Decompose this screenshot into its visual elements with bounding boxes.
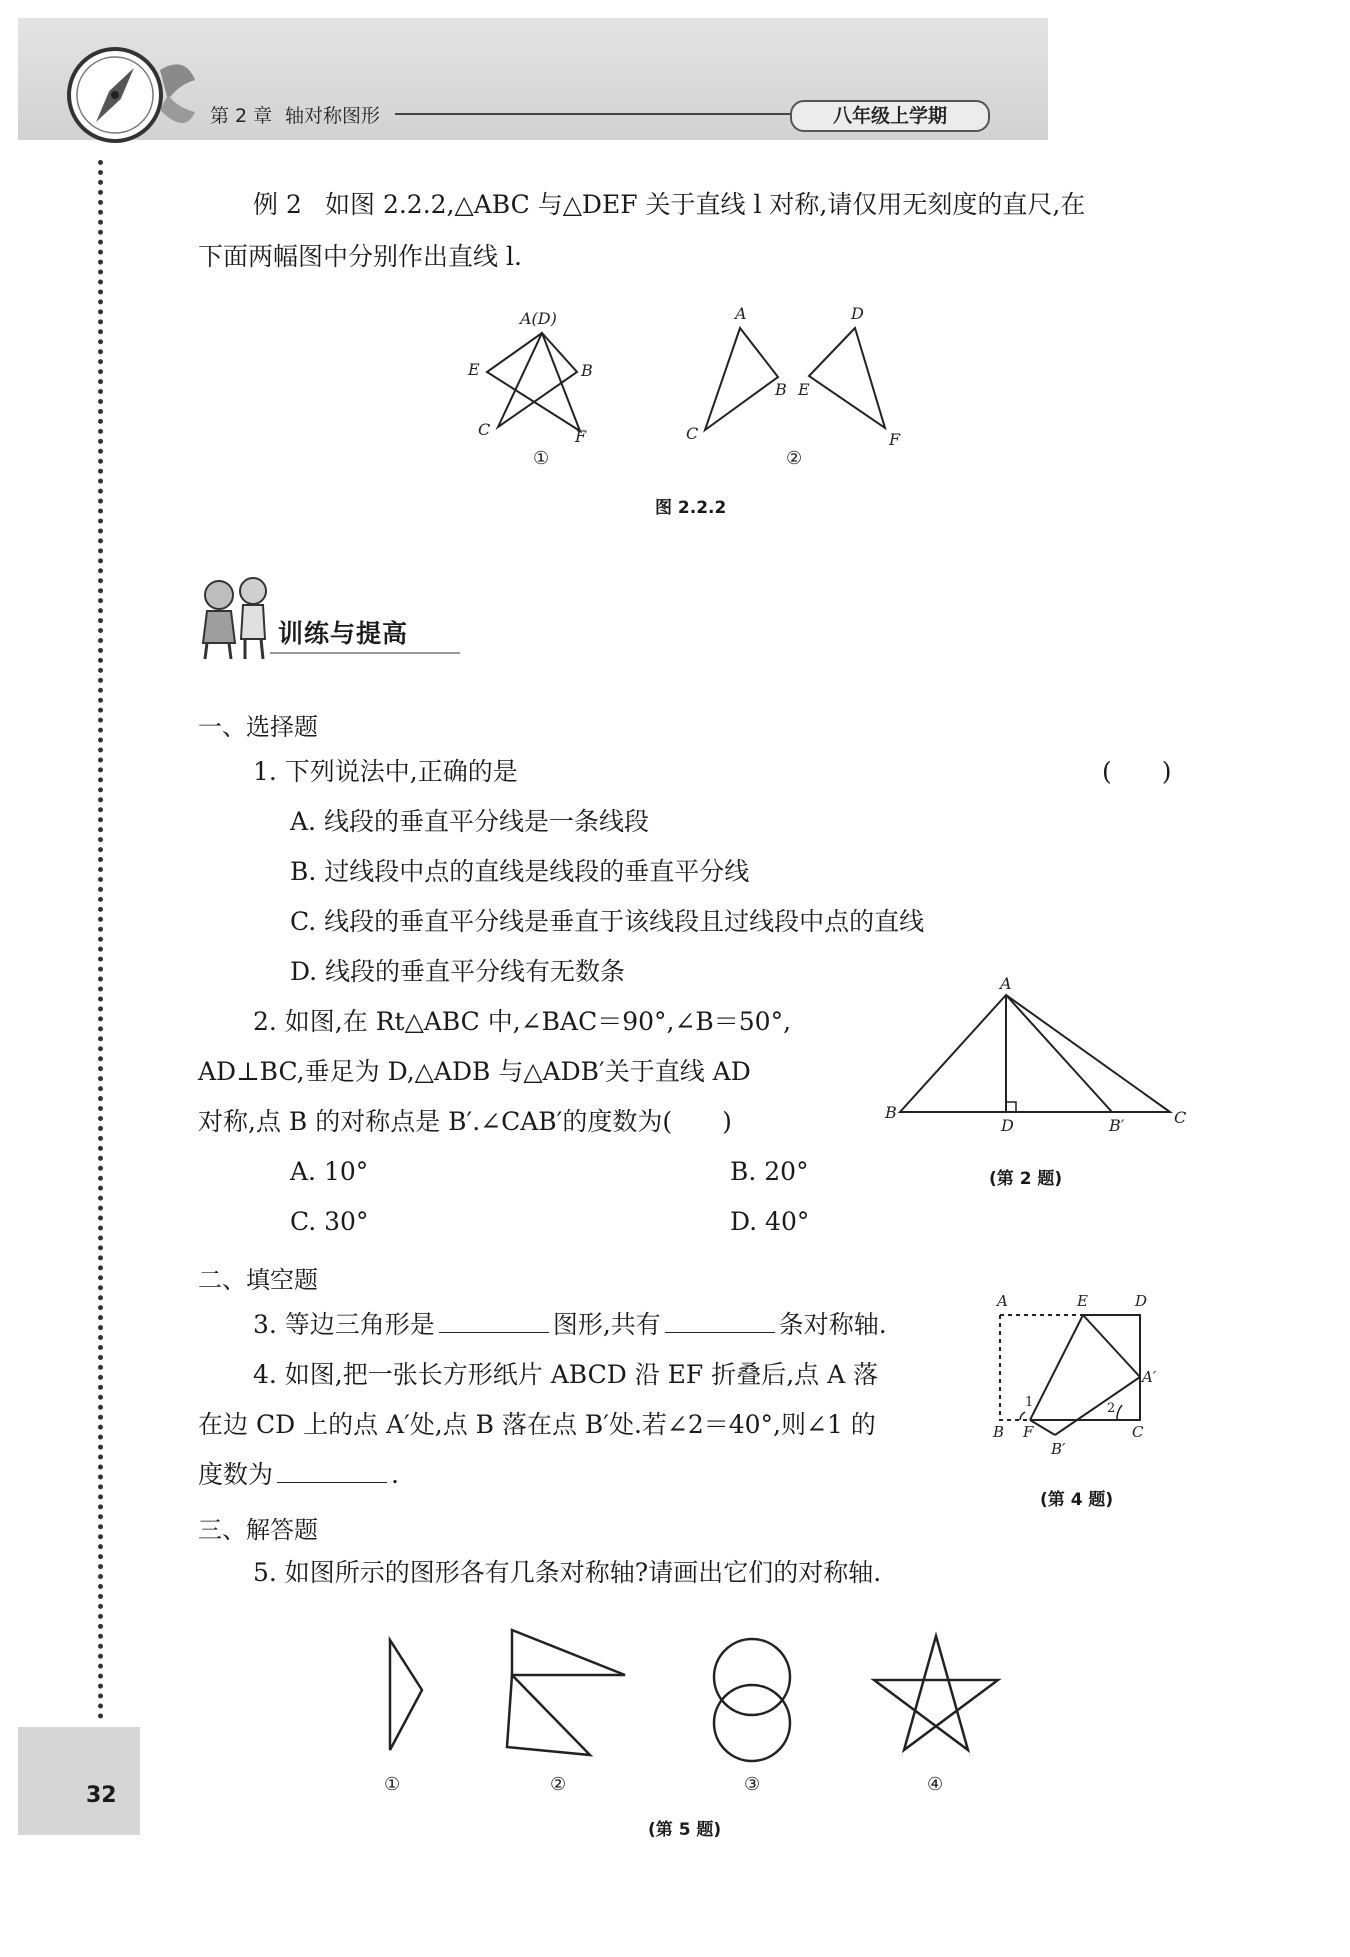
example-text-line1: 如图 2.2.2,△ABC 与△DEF 关于直线 l 对称,请仅用无刻度的直尺,在 bbox=[325, 190, 1086, 219]
section2-title: 二、填空题 bbox=[198, 1266, 318, 1294]
fig2-number: ② bbox=[786, 448, 803, 469]
q5-number-2: ② bbox=[550, 1774, 567, 1795]
fig2-label-a: A bbox=[735, 304, 747, 323]
grade-badge: 八年级上学期 bbox=[790, 100, 990, 132]
banner-title: 训练与提高 bbox=[278, 619, 409, 648]
figure-caption: 图 2.2.2 bbox=[655, 498, 727, 518]
example-label: 例 2 bbox=[253, 190, 302, 219]
q4-blank[interactable] bbox=[277, 1481, 387, 1483]
chapter-number: 第 2 章 bbox=[210, 105, 273, 127]
fig2-label-e: E bbox=[798, 380, 810, 399]
q4-line3-period: . bbox=[391, 1460, 399, 1489]
figure-2-2-2 bbox=[465, 300, 915, 475]
fig1-label-e: E bbox=[468, 360, 480, 379]
fig2-triangle-abc bbox=[705, 328, 778, 430]
q4-line3 bbox=[198, 1460, 399, 1490]
fig2-label-d: D bbox=[851, 304, 864, 323]
q2-right-angle-mark bbox=[1006, 1102, 1016, 1112]
q1-stem: 1. 下列说法中,正确的是 bbox=[253, 757, 518, 786]
q2-caption: (第 2 题) bbox=[989, 1169, 1063, 1189]
q1-option-a: A. 线段的垂直平分线是一条线段 bbox=[290, 807, 649, 836]
q2-line1: 2. 如图,在 Rt△ABC 中,∠BAC＝90°,∠B＝50°, bbox=[253, 1007, 792, 1036]
chapter-title: 轴对称图形 bbox=[285, 105, 381, 127]
q5-number-1: ① bbox=[384, 1774, 401, 1795]
q5-shape2-upper bbox=[512, 1630, 625, 1675]
fig1-label-b: B bbox=[581, 361, 593, 380]
q2-option-b: B. 20° bbox=[730, 1157, 809, 1186]
q4-angle1-label: 1 bbox=[1025, 1395, 1034, 1410]
q4-segment-b-prime-f bbox=[1030, 1420, 1055, 1435]
q1-option-c: C. 线段的垂直平分线是垂直于该线段且过线段中点的直线 bbox=[290, 907, 925, 936]
q4-label-d: D bbox=[1135, 1292, 1148, 1310]
q2-option-a: A. 10° bbox=[290, 1157, 369, 1186]
section3-title: 三、解答题 bbox=[198, 1516, 318, 1544]
page-number: 32 bbox=[86, 1783, 117, 1808]
q4-label-c: C bbox=[1132, 1423, 1144, 1441]
banner-rule bbox=[270, 652, 460, 654]
clock-compass-icon bbox=[60, 40, 200, 150]
q3-blank1[interactable] bbox=[439, 1331, 549, 1333]
q4-angle2-arc bbox=[1117, 1405, 1122, 1420]
binding-dots bbox=[98, 160, 103, 1720]
q4-segment-a-prime-b-prime bbox=[1055, 1377, 1140, 1435]
q4-caption: (第 4 题) bbox=[1040, 1490, 1114, 1510]
fig2-label-f: F bbox=[889, 430, 901, 449]
q4-label-b: B bbox=[993, 1423, 1005, 1441]
q2-line2: AD⊥BC,垂足为 D,△ADB 与△ADB′关于直线 AD bbox=[198, 1057, 751, 1086]
q3-part1: 3. 等边三角形是 bbox=[253, 1310, 435, 1339]
q4-line3-text: 度数为 bbox=[198, 1460, 274, 1489]
q2-label-d: D bbox=[1001, 1116, 1014, 1135]
q4-rectangle-figure bbox=[985, 1282, 1170, 1467]
q2-label-a: A bbox=[1000, 975, 1012, 993]
q2-triangle-abc bbox=[900, 995, 1170, 1112]
q3-blank2[interactable] bbox=[665, 1331, 775, 1333]
q2-option-c: C. 30° bbox=[290, 1207, 369, 1236]
page-number-box bbox=[18, 1727, 140, 1835]
q4-angle2-label: 2 bbox=[1107, 1401, 1116, 1416]
q5-shape3-circle-top bbox=[714, 1639, 790, 1715]
q5-shape4-star bbox=[874, 1636, 998, 1750]
q2-label-b: B bbox=[885, 1103, 897, 1122]
q4-segment-ea-prime bbox=[1083, 1315, 1140, 1377]
header-rule bbox=[395, 113, 790, 115]
q5-shape2-lower bbox=[507, 1675, 590, 1755]
q4-fold-line-ef bbox=[1030, 1315, 1083, 1420]
q4-angle1-arc bbox=[1020, 1412, 1025, 1420]
q2-label-c: C bbox=[1174, 1108, 1187, 1127]
fig2-triangle-def bbox=[809, 328, 885, 428]
q4-label-a-prime: A′ bbox=[1142, 1368, 1157, 1386]
q5-caption: (第 5 题) bbox=[648, 1820, 722, 1840]
fig1-label-f: F bbox=[575, 427, 587, 446]
fig1-number: ① bbox=[533, 448, 550, 469]
q5-number-3: ③ bbox=[744, 1774, 761, 1795]
q4-rectangle-edge bbox=[1030, 1315, 1140, 1420]
q5-shapes-figure bbox=[370, 1620, 1010, 1800]
q2-option-d: D. 40° bbox=[730, 1207, 810, 1236]
q4-label-e: E bbox=[1077, 1292, 1088, 1310]
q3-part3: 条对称轴. bbox=[778, 1310, 887, 1339]
fig1-label-c: C bbox=[478, 420, 491, 439]
fig1-label-a: A(D) bbox=[520, 309, 557, 328]
q4-label-a: A bbox=[997, 1292, 1008, 1310]
example-text-line2: 下面两幅图中分别作出直线 l. bbox=[198, 242, 522, 271]
fig1-triangle-abc bbox=[498, 333, 577, 427]
q4-line2: 在边 CD 上的点 A′处,点 B 落在点 B′处.若∠2＝40°,则∠1 的 bbox=[198, 1410, 876, 1439]
q3-line bbox=[253, 1310, 887, 1340]
q1-option-b: B. 过线段中点的直线是线段的垂直平分线 bbox=[290, 857, 750, 886]
fig2-label-c: C bbox=[686, 424, 699, 443]
q3-part2: 图形,共有 bbox=[552, 1310, 661, 1339]
q5-shape3-circle-bottom bbox=[714, 1685, 790, 1761]
q4-line1: 4. 如图,把一张长方形纸片 ABCD 沿 EF 折叠后,点 A 落 bbox=[253, 1360, 879, 1389]
q2-segment-ab-prime bbox=[1006, 995, 1112, 1112]
fig1-triangle-def bbox=[487, 333, 580, 431]
q4-label-b-prime: B′ bbox=[1051, 1440, 1066, 1458]
q5-stem: 5. 如图所示的图形各有几条对称轴?请画出它们的对称轴. bbox=[253, 1558, 882, 1587]
kids-illustration-icon bbox=[195, 573, 275, 663]
q5-shape1-triangle bbox=[390, 1640, 422, 1750]
q1-option-d: D. 线段的垂直平分线有无数条 bbox=[290, 957, 626, 986]
q1-answer-paren: ( ) bbox=[1102, 757, 1172, 786]
q2-triangle-figure bbox=[880, 975, 1190, 1135]
q2-line3: 对称,点 B 的对称点是 B′.∠CAB′的度数为( ) bbox=[198, 1107, 732, 1136]
q5-number-4: ④ bbox=[927, 1774, 944, 1795]
q2-label-b-prime: B′ bbox=[1109, 1116, 1125, 1135]
section1-title: 一、选择题 bbox=[198, 713, 318, 741]
q4-label-f: F bbox=[1023, 1423, 1034, 1441]
fig2-label-b: B bbox=[775, 380, 787, 399]
